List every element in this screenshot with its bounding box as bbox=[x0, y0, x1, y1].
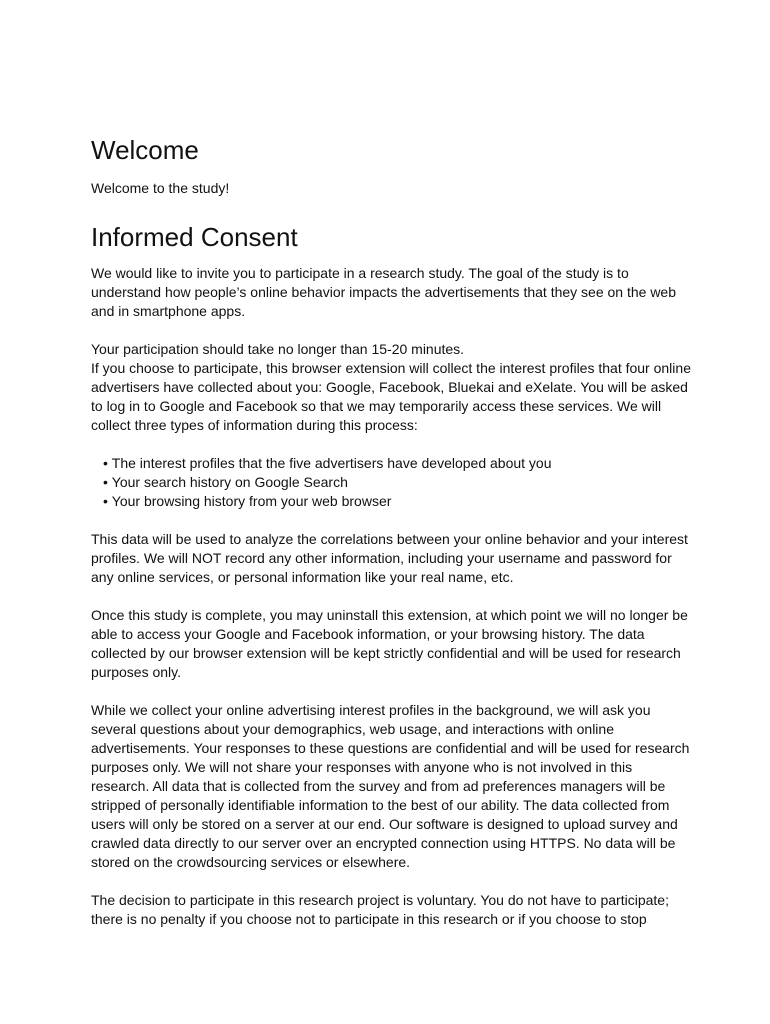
informed-consent-heading: Informed Consent bbox=[91, 222, 298, 252]
study-goal-paragraph: We would like to invite you to participate in a research study. The goal of the study is to understand how people’s online behavior impacts the advertisements that they see on the web and in smartphone apps. bbox=[91, 265, 676, 319]
participation-duration-text: Your participation should take no longer than 15-20 minutes. bbox=[91, 341, 465, 357]
survey-confidentiality-paragraph: While we collect your online advertising interest profiles in the background, we will ask you several questions about your demographics, web usage, and interactions with online advertisements. Your responses to these questions are confidential and will be used for research purposes only. We will not share your responses with anyone who is not involved in this research. All data that is collected from the survey and from ad preferences managers will be stripped of personally identifiable information to the best of our ability. The data collected from users will only be stored on a server at our end. Our software is designed to upload survey and crawled data directly to our server over an encrypted connection using HTTPS. No data will be stored on the crowdsourcing services or elsewhere. bbox=[91, 702, 690, 870]
data-usage-paragraph: This data will be used to analyze the correlations between your online behavior and your interest profiles. We will NOT record any other information, including your username and password for any online services, or personal information like your real name, etc. bbox=[91, 531, 688, 585]
welcome-text: Welcome to the study! bbox=[91, 180, 230, 196]
list-item: • Your search history on Google Search bbox=[103, 473, 691, 492]
list-item: • The interest profiles that the five advertisers have developed about you bbox=[103, 454, 691, 473]
consent-document bbox=[91, 133, 691, 929]
collected-info-list bbox=[91, 454, 691, 511]
data-collection-paragraph: If you choose to participate, this browser extension will collect the interest profiles that four online advertisers have collected about you: Google, Facebook, Bluekai and eXelate. You will be asked to log in to Google and Facebook so that we may temporarily access these services. We will collect three types of information during this process: bbox=[91, 360, 691, 433]
welcome-heading: Welcome bbox=[91, 135, 199, 165]
voluntary-participation-paragraph: The decision to participate in this research project is voluntary. You do not have to participate; there is no penalty if you choose not to participate in this research or if you choose to stop bbox=[91, 892, 669, 927]
uninstall-paragraph: Once this study is complete, you may uninstall this extension, at which point we will no longer be able to access your Google and Facebook information, or your browsing history. The data collected by our browser extension will be kept strictly confidential and will be used for research purposes only. bbox=[91, 607, 688, 680]
list-item: • Your browsing history from your web browser bbox=[103, 492, 691, 511]
